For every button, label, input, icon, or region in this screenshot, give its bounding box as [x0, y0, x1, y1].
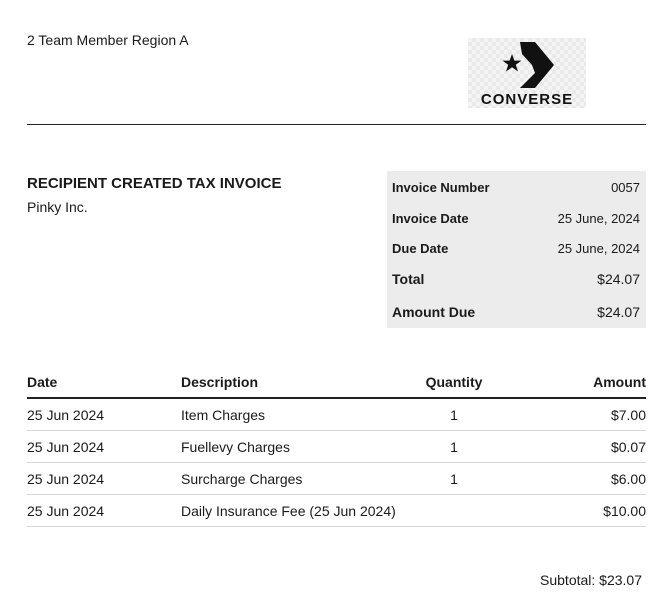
row-date: 25 Jun 2024 [27, 439, 105, 455]
summary-value: $24.07 [597, 271, 640, 287]
column-header-amount: Amount [593, 374, 646, 390]
table-row [27, 399, 646, 431]
header-divider [27, 124, 646, 125]
recipient-name: Pinky Inc. [27, 199, 88, 215]
invoice-summary-box [387, 171, 646, 328]
row-description: Daily Insurance Fee (25 Jun 2024) [181, 503, 396, 519]
company-name: 2 Team Member Region A [27, 32, 189, 48]
summary-row-due-date [392, 238, 640, 258]
row-quantity: 1 [450, 407, 458, 423]
summary-row-invoice-number [392, 177, 640, 197]
table-header-row [27, 366, 646, 399]
summary-value: 25 June, 2024 [557, 210, 640, 226]
summary-row-invoice-date [392, 208, 640, 228]
column-header-date: Date [27, 374, 58, 390]
summary-label: Invoice Date [392, 210, 469, 226]
row-description: Fuellevy Charges [181, 439, 290, 455]
row-amount: $6.00 [610, 471, 646, 487]
row-description: Surcharge Charges [181, 471, 303, 487]
line-items-table [27, 366, 646, 527]
row-quantity: 1 [450, 439, 458, 455]
summary-label: Total [392, 271, 425, 287]
row-description: Item Charges [181, 407, 266, 423]
column-header-quantity: Quantity [425, 374, 483, 390]
converse-logo [468, 38, 586, 108]
summary-value: 0057 [611, 179, 640, 195]
row-date: 25 Jun 2024 [27, 503, 105, 519]
row-amount: $0.07 [610, 439, 646, 455]
table-row [27, 463, 646, 495]
row-amount: $10.00 [603, 503, 646, 519]
summary-row-amount-due [392, 302, 640, 322]
logo-wordmark: CONVERSE [480, 91, 574, 108]
row-amount: $7.00 [610, 407, 646, 423]
table-row [27, 431, 646, 463]
row-quantity: 1 [450, 471, 458, 487]
row-date: 25 Jun 2024 [27, 407, 105, 423]
table-row [27, 495, 646, 527]
summary-label: Amount Due [392, 304, 476, 320]
subtotal: Subtotal: $23.07 [540, 572, 642, 588]
summary-label: Due Date [392, 240, 449, 256]
summary-value: $24.07 [597, 304, 640, 320]
column-header-description: Description [181, 374, 259, 390]
row-date: 25 Jun 2024 [27, 471, 105, 487]
converse-star-chevron-icon [498, 40, 556, 90]
summary-row-total [392, 269, 640, 289]
summary-value: 25 June, 2024 [557, 240, 640, 256]
invoice-title: RECIPIENT CREATED TAX INVOICE [27, 175, 282, 192]
summary-label: Invoice Number [392, 179, 490, 195]
